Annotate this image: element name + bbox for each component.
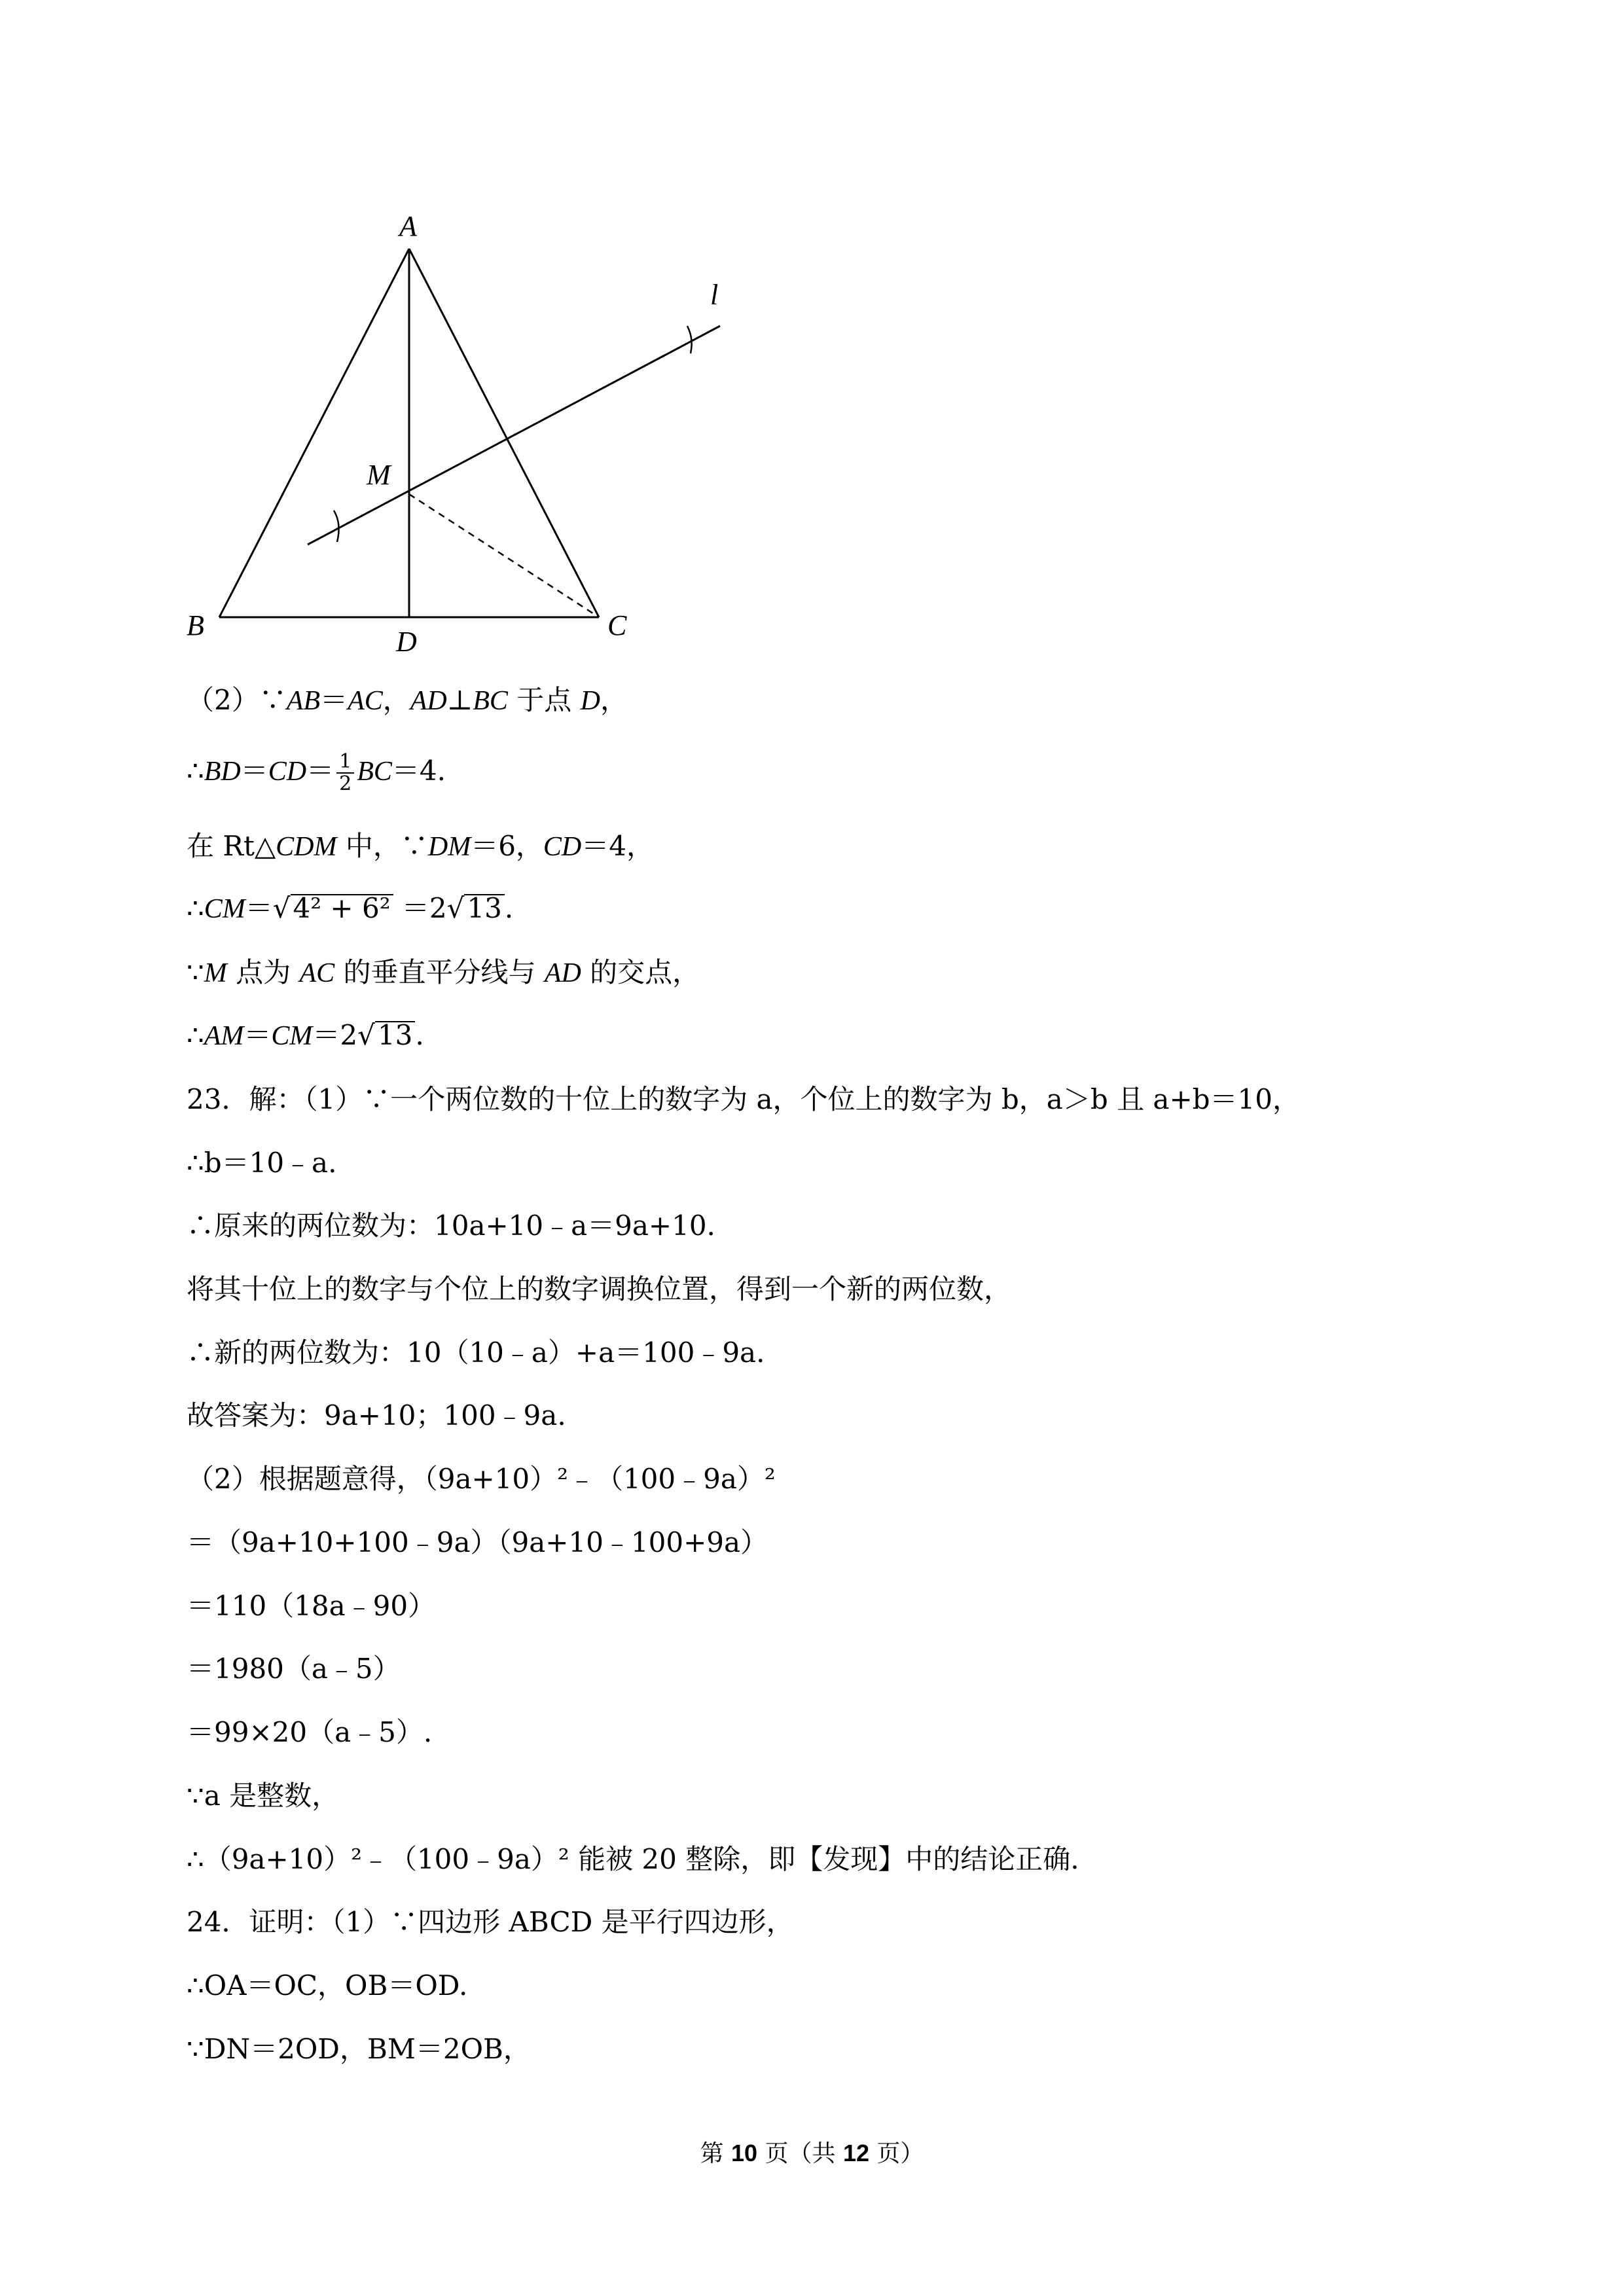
line-6: ∴AM＝CM＝2√13. xyxy=(187,1019,424,1051)
line-21: ∴OA＝OC，OB＝OD. xyxy=(187,1969,468,2001)
line-13: （2）根据题意得，（9a+10）²﹣（100﹣9a）² xyxy=(187,1463,776,1495)
line-19: ∴（9a+10）²﹣（100﹣9a）² 能被 20 整除，即【发现】中的结论正确. xyxy=(187,1843,1079,1875)
segment-ab xyxy=(219,249,409,617)
label-l: l xyxy=(710,279,719,311)
line-7: 23．解：（1）∵一个两位数的十位上的数字为 a，个位上的数字为 b，a＞b 且 a+b＝10， xyxy=(187,1083,1300,1115)
line-10: 将其十位上的数字与个位上的数字调换位置，得到一个新的两位数， xyxy=(187,1273,1012,1305)
arc-mark-upper xyxy=(687,326,692,353)
triangle-figure xyxy=(170,196,759,668)
line-12: 故答案为：9a+10；100﹣9a. xyxy=(187,1399,566,1431)
line-4: ∴CM＝√4² + 6² ＝2√13. xyxy=(187,892,514,924)
line-17: ＝99×20（a﹣5）. xyxy=(187,1716,433,1748)
line-14: ＝（9a+10+100﹣9a）（9a+10﹣100+9a） xyxy=(187,1526,768,1558)
page-total: 12 xyxy=(842,2140,869,2166)
line-15: ＝110（18a﹣90） xyxy=(187,1590,436,1622)
line-22: ∵DN＝2OD，BM＝2OB， xyxy=(187,2033,531,2065)
page-footer: 第 10 页（共 12 页） xyxy=(700,2140,924,2167)
label-c: C xyxy=(607,609,627,641)
segment-ac xyxy=(409,249,599,617)
fraction-one-half: $\frac{1}{2}$ xyxy=(336,751,354,795)
line-16: ＝1980（a﹣5） xyxy=(187,1653,401,1685)
line-2: ∴BD＝CD＝ $\frac{1}{2}$ BC＝4. xyxy=(187,750,446,795)
segment-mc-dashed xyxy=(409,494,599,617)
arc-mark-lower xyxy=(334,511,339,542)
line-3: 在 Rt△CDM 中，∵DM＝6，CD＝4， xyxy=(187,830,655,862)
line-9: ∴原来的两位数为：10a+10﹣a＝9a+10. xyxy=(187,1210,715,1242)
perpendicular-bisector-l xyxy=(308,326,720,545)
line-20: 24．证明：（1）∵四边形 ABCD 是平行四边形， xyxy=(187,1906,794,1938)
line-8: ∴b＝10﹣a. xyxy=(187,1147,337,1179)
line-5: ∵M 点为 AC 的垂直平分线与 AD 的交点， xyxy=(187,956,700,988)
line-18: ∵a 是整数， xyxy=(187,1780,340,1812)
line-1: （2）∵AB＝AC，AD⊥BC 于点 D， xyxy=(187,684,628,716)
page-number: 10 xyxy=(731,2140,758,2166)
label-d: D xyxy=(396,626,417,658)
line-11: ∴新的两位数为：10（10﹣a）+a＝100﹣9a. xyxy=(187,1336,765,1369)
label-a: A xyxy=(399,210,417,242)
label-m: M xyxy=(367,459,391,491)
label-b: B xyxy=(187,609,204,641)
